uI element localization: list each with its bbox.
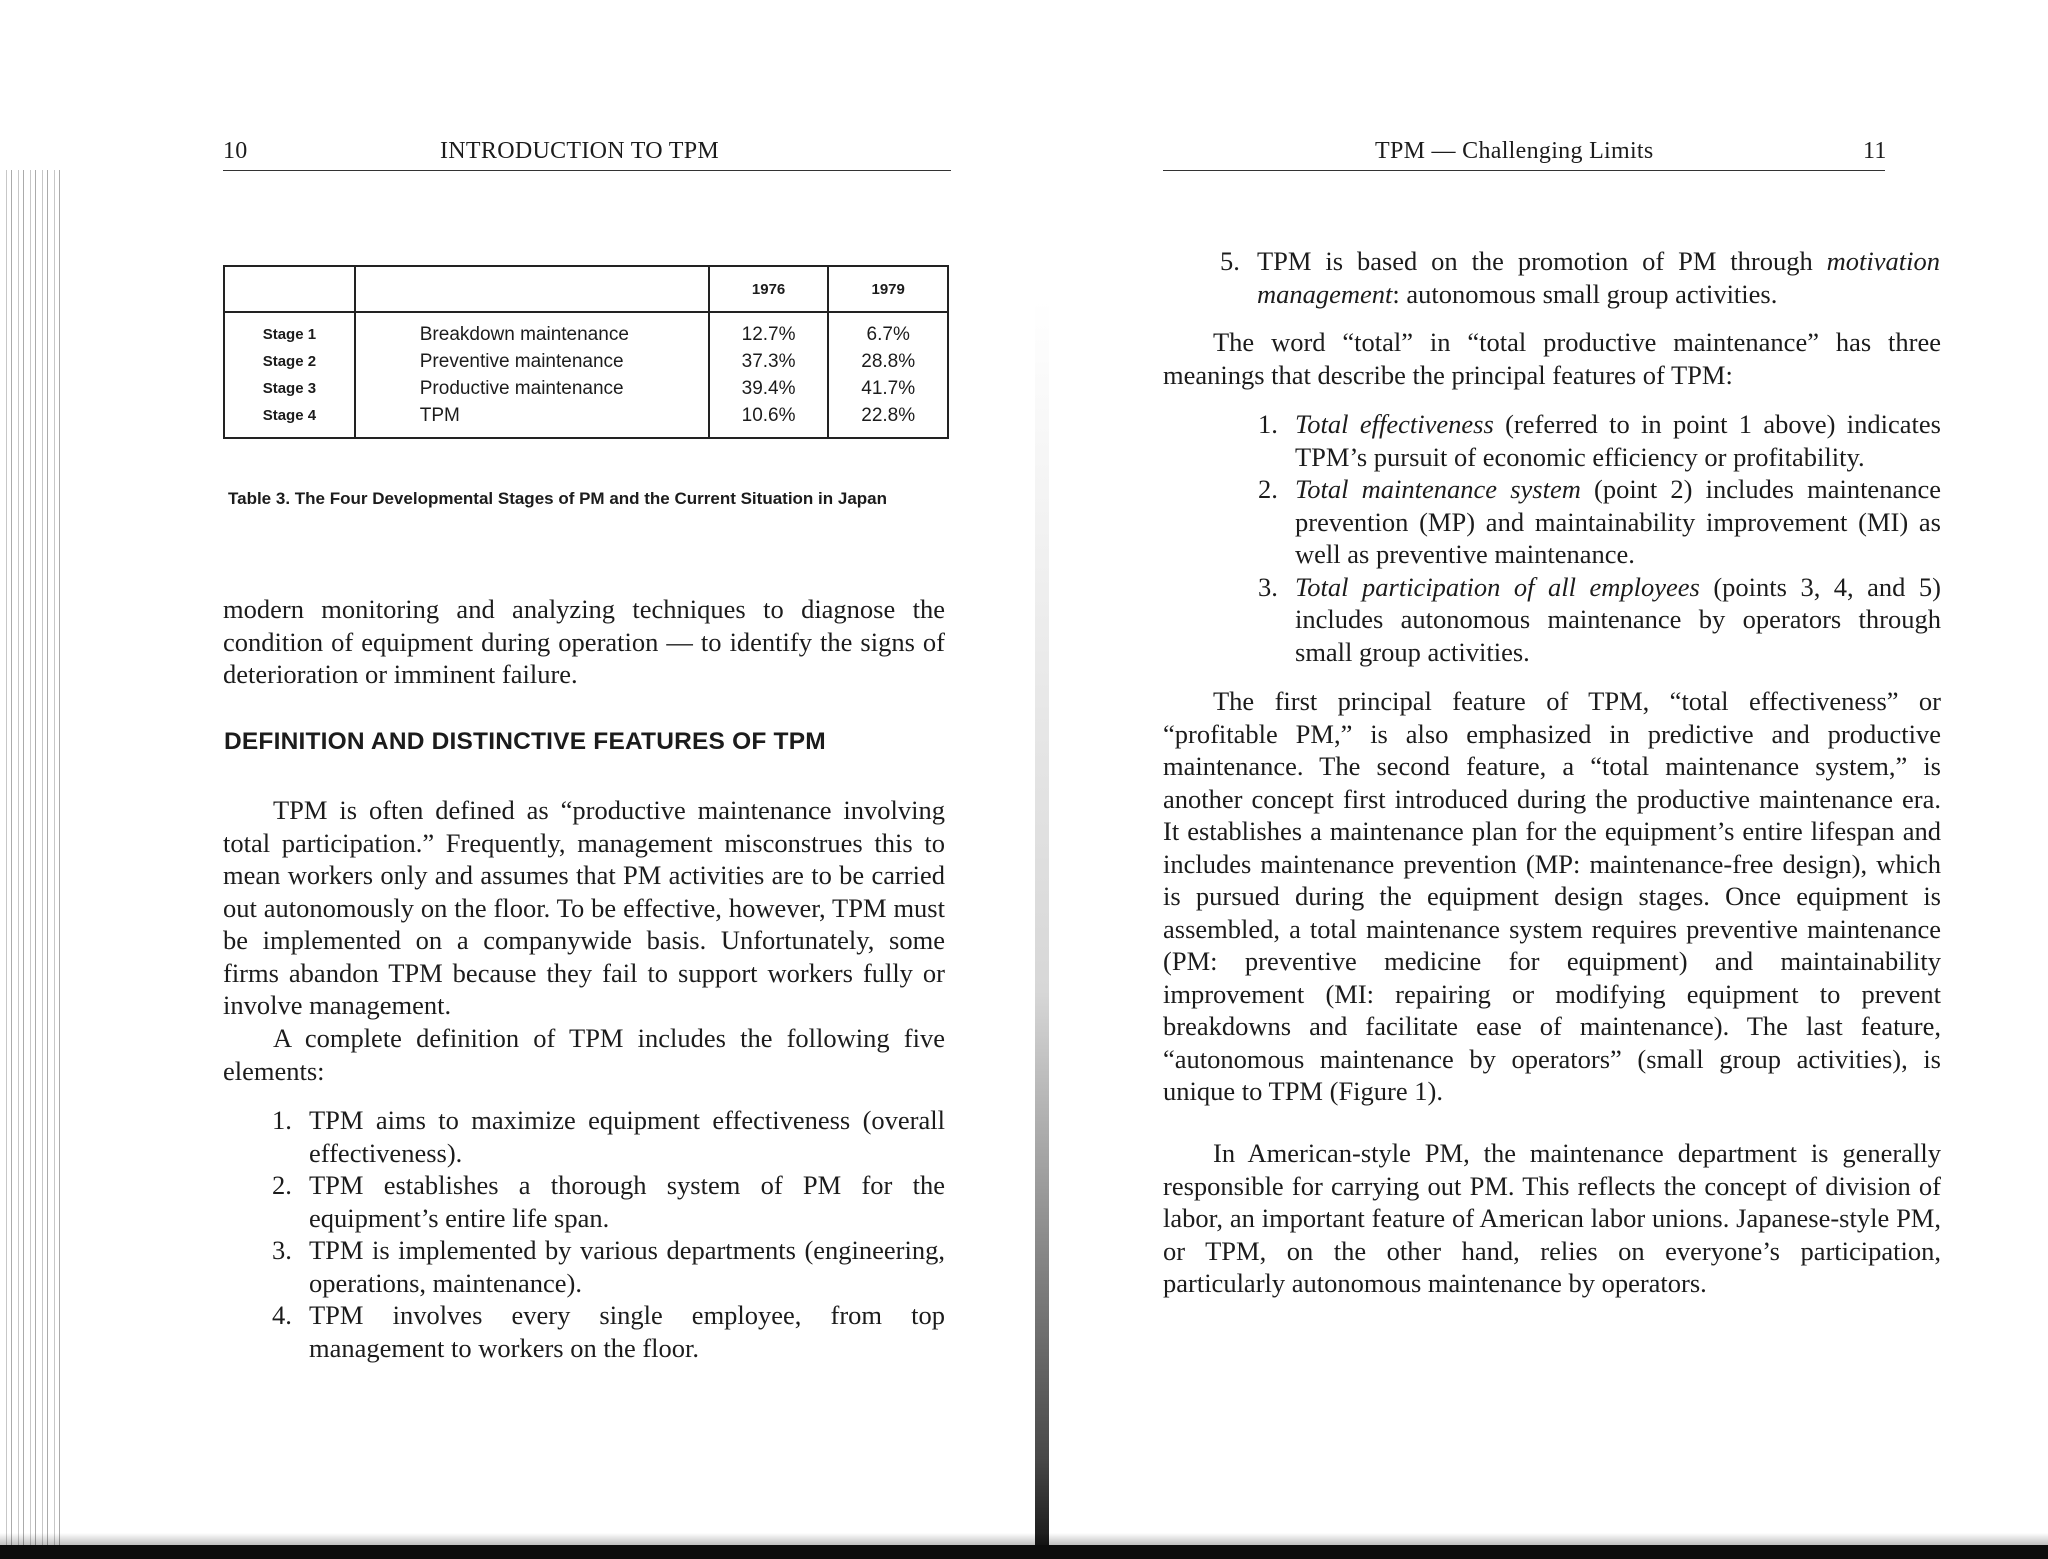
running-head: INTRODUCTION TO TPM (440, 138, 720, 164)
stage-name-cell: Breakdown maintenance (355, 312, 709, 348)
page-number: 10 (223, 138, 248, 164)
table-row (224, 348, 948, 375)
list-text: (point 2) includes maintenance prevention (MP) and maintainability improvement (MI) as well as preventive maintenance. (1295, 474, 1941, 569)
list-number: 3. (1258, 571, 1278, 602)
paragraph-american-style: In American-style PM, the maintenance department is generally responsible for carrying out PM. This reflects the concept of division of labor, an important feature of American labor unions. Japanese-style PM, or TPM, on the other hand, relies on everyone’s participation, particularly autonomous maintenance by operators. (1163, 1138, 1941, 1298)
table-header-cell (224, 266, 355, 312)
list-text: TPM involves every single employee, from top management to workers on the floor. (309, 1300, 945, 1363)
list-text-italic: motivation management (1257, 246, 1940, 309)
list-text: TPM is based on the promotion of PM through (1257, 246, 1827, 276)
list-number: 4. (272, 1300, 292, 1330)
stage-name-cell: Productive maintenance (355, 375, 709, 402)
stage-cell: Stage 1 (224, 312, 355, 348)
value-1976-cell: 10.6% (709, 402, 829, 438)
list-number: 3. (272, 1235, 292, 1265)
list-number: 5. (1220, 246, 1240, 276)
value-1979-cell: 6.7% (828, 312, 948, 348)
list-text: TPM establishes a thorough system of PM for the equipment’s entire life span. (309, 1170, 945, 1233)
list-text-italic: Total effectiveness (1295, 409, 1494, 439)
value-1979-cell: 41.7% (828, 375, 948, 402)
list-text-italic: Total participation of all employees (1295, 571, 1700, 602)
five-elements-list (272, 1104, 945, 1364)
stage-name-cell: Preventive maintenance (355, 348, 709, 375)
list-item (1220, 473, 1941, 571)
value-1979-cell: 28.8% (828, 348, 948, 375)
element-five-list (1220, 245, 1940, 310)
running-head: TPM — Challenging Limits (1375, 138, 1654, 164)
table-header-cell (355, 266, 709, 312)
list-item (272, 1234, 945, 1299)
page-number: 11 (1863, 138, 1887, 164)
list-text: (referred to in point 1 above) indicates TPM’s pursuit of economic efficiency or profitability. (1295, 409, 1941, 472)
paragraph-continued: modern monitoring and analyzing techniques to diagnose the condition of equipment during operation — to identify the signs of deterioration or imminent failure. (223, 594, 945, 689)
table-row (224, 402, 948, 438)
paragraph-first-feature: The first principal feature of TPM, “total effectiveness” or “profitable PM,” is also emphasized in predictive and productive maintenance. The second feature, a “total maintenance system,” is another concept first introduced during the productive maintenance era. It establishes a maintenance plan for the equipment’s entire lifespan and includes maintenance prevention (MP: maintenance-free design), which is pursued during the equipment design stages. Once equipment is assembled, a total maintenance system requires preventive maintenance (PM: preventive medicine for equipment) and maintainability improvement (MI: repairing or modifying equipment to prevent breakdowns and facilitate ease of maintenance). The last feature, “autonomous maintenance by operators” (small group activities), is unique to TPM (Figure 1). (1163, 686, 1941, 1106)
paragraph-total-meanings: The word “total” in “total productive maintenance” has three meanings that describe the principal features of TPM: (1163, 327, 1941, 390)
list-text: TPM is implemented by various departments (engineering, operations, maintenance). (309, 1235, 945, 1298)
header-rule (1163, 170, 1885, 171)
stages-table (223, 265, 949, 439)
list-number: 2. (272, 1170, 292, 1200)
list-number: 2. (1258, 474, 1278, 504)
list-item (272, 1104, 945, 1169)
total-meanings-list (1220, 408, 1941, 668)
list-item (1220, 245, 1940, 310)
table-header-cell: 1976 (709, 266, 829, 312)
value-1976-cell: 39.4% (709, 375, 829, 402)
list-item (1220, 571, 1941, 669)
list-number: 1. (272, 1105, 292, 1135)
paragraph-definition: TPM is often defined as “productive maintenance involving total participation.” Frequently, management misconstrues this to mean workers only and assumes that PM activities are to be carried out autonomously on the floor. To be effective, however, TPM must be implemented on a companywide basis. Unfortunately, some firms abandon TPM because they fail to support workers fully or involve management. (223, 795, 945, 1020)
header-rule (223, 170, 951, 171)
list-item (272, 1299, 945, 1364)
list-number: 1. (1258, 409, 1278, 439)
value-1979-cell: 22.8% (828, 402, 948, 438)
table-row (224, 312, 948, 348)
list-text: : autonomous small group activities. (1392, 278, 1778, 309)
list-item (1220, 408, 1941, 473)
list-text: TPM aims to maximize equipment effectiveness (overall effectiveness). (309, 1105, 945, 1168)
stage-name-cell: TPM (355, 402, 709, 438)
table-caption: Table 3. The Four Developmental Stages of PM and the Current Situation in Japan (228, 489, 887, 508)
stage-cell: Stage 2 (224, 348, 355, 375)
stage-cell: Stage 4 (224, 402, 355, 438)
right-page (1040, 0, 2048, 1559)
list-text: (points 3, 4, and 5) includes autonomous maintenance by operators through small group activities. (1295, 571, 1941, 667)
paragraph-complete-definition: A complete definition of TPM includes the following five elements: (223, 1023, 945, 1086)
value-1976-cell: 12.7% (709, 312, 829, 348)
list-item (272, 1169, 945, 1234)
value-1976-cell: 37.3% (709, 348, 829, 375)
table-header-cell: 1979 (828, 266, 948, 312)
list-text-italic: Total maintenance system (1295, 474, 1581, 504)
table-row (224, 375, 948, 402)
table-header-row (224, 266, 948, 312)
stage-cell: Stage 3 (224, 375, 355, 402)
section-heading: DEFINITION AND DISTINCTIVE FEATURES OF TPM (224, 728, 826, 755)
